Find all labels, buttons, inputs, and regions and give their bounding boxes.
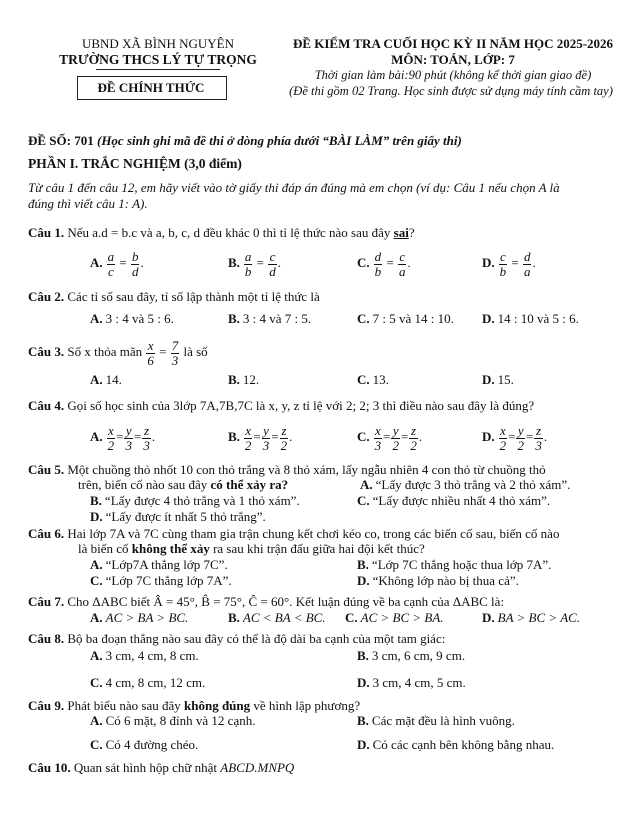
q8-option-d[interactable]: D. 3 cm, 4 cm, 5 cm. — [357, 675, 466, 690]
q1-option-d[interactable]: D. $\frac{c}{b}$ = $\frac{d}{a}$ . — [482, 249, 536, 279]
official-label: ĐỀ CHÍNH THỨC — [97, 80, 205, 95]
q4-option-d[interactable]: D. $\frac{x}{2}$ = $\frac{y}{2}$ = $\frac{z}{3}$ . — [482, 423, 548, 453]
department-name: UBND XÃ BÌNH NGUYÊN — [81, 36, 235, 51]
question-10: Câu 10. Quan sát hình hộp chữ nhật ABCD.MNPQ — [28, 760, 295, 775]
time-allowed: Thời gian làm bài:90 phút (không kể thời gian giao đề) — [314, 68, 592, 82]
q5-option-b[interactable]: B. “Lấy được 4 thỏ trắng và 1 thỏ xám”. — [90, 493, 300, 508]
q3-option-a[interactable]: A. 14. — [90, 372, 122, 387]
q8-option-a[interactable]: A. 3 cm, 4 cm, 8 cm. — [90, 648, 199, 663]
q4-option-a[interactable]: A. $\frac{x}{2}$ = $\frac{y}{3}$ = $\frac{z}{3}$ . — [90, 423, 156, 453]
q5-option-d[interactable]: D. “Lấy được ít nhất 5 thỏ trắng”. — [90, 509, 266, 524]
subject-grade: MÔN: TOÁN, LỚP: 7 — [391, 52, 515, 67]
q6-option-c[interactable]: C. “Lớp 7C thắng lớp 7A”. — [90, 573, 232, 588]
q6-option-d[interactable]: D. “Không lớp nào bị thua cả”. — [357, 573, 519, 588]
q5-option-c[interactable]: C. “Lấy được nhiều nhất 4 thỏ xám”. — [357, 493, 551, 508]
exam-code-line — [28, 133, 462, 149]
q4-option-c[interactable]: C. $\frac{x}{3}$ = $\frac{y}{2}$ = $\frac{z}{2}$ . — [357, 423, 423, 453]
pages-note: (Đề thi gồm 02 Trang. Học sinh được sử dụng máy tính cầm tay) — [289, 84, 613, 98]
q7-option-c[interactable]: C. AC > BC > BA. — [345, 610, 444, 625]
question-3: Câu 3. Số x thỏa mãn $\frac{x}{6}$ = $\frac{7}{3}$ là số — [28, 338, 208, 368]
q7-option-b[interactable]: B. AC < BA < BC. — [228, 610, 326, 625]
question-5: Câu 5. Một chuồng thỏ nhốt 10 con thỏ trắng và 8 thỏ xám, lấy ngẫu nhiên 4 con thỏ từ chuồng thỏ — [28, 462, 546, 477]
q9-option-b[interactable]: B. Các mặt đều là hình vuông. — [357, 713, 515, 728]
part-one-instruction-line2: đúng thì viết câu 1: A). — [28, 196, 148, 211]
q3-option-d[interactable]: D. 15. — [482, 372, 514, 387]
q1-option-a[interactable]: A. $\frac{a}{c}$ = $\frac{b}{d}$ . — [90, 249, 144, 279]
q7-option-d[interactable]: D. BA > BC > AC. — [482, 610, 581, 625]
question-2: Câu 2. Các tỉ số sau đây, tỉ số lập thành một tỉ lệ thức là — [28, 289, 320, 304]
exam-title: ĐỀ KIỂM TRA CUỐI HỌC KỲ II NĂM HỌC 2025-2026 — [292, 36, 614, 51]
q1-option-b[interactable]: B. $\frac{a}{b}$ = $\frac{c}{d}$ . — [228, 249, 282, 279]
question-5-line2: trên, biến cố nào sau đây có thể xảy ra? — [78, 477, 289, 492]
q7-option-a[interactable]: A. AC > BA > BC. — [90, 610, 189, 625]
q6-option-a[interactable]: A. “Lớp7A thắng lớp 7C”. — [90, 557, 228, 572]
exam-code-instruction: (Học sinh ghi mã đề thi ở dòng phía dưới “BÀI LÀM” trên giấy thi) — [96, 133, 462, 148]
question-6: Câu 6. Hai lớp 7A và 7C cùng tham gia trận chung kết chơi kéo co, trong các biến cố sau, biến cố nào — [28, 526, 560, 541]
q2-option-c[interactable]: C. 7 : 5 và 14 : 10. — [357, 311, 454, 326]
q9-option-c[interactable]: C. Có 4 đường chéo. — [90, 737, 199, 752]
part-one-heading: PHẦN I. TRẮC NGHIỆM (3,0 điểm) — [28, 156, 242, 171]
school-underline — [96, 69, 220, 70]
q8-option-b[interactable]: B. 3 cm, 6 cm, 9 cm. — [357, 648, 466, 663]
q9-option-d[interactable]: D. Có các cạnh bên không bằng nhau. — [357, 737, 555, 752]
exam-code: ĐỀ SỐ: 701 — [28, 133, 94, 148]
q3-option-c[interactable]: C. 13. — [357, 372, 389, 387]
q5-option-a[interactable]: A. “Lấy được 3 thỏ trắng và 2 thỏ xám”. — [360, 477, 571, 492]
question-6-line2: là biến cố không thể xảy ra sau khi trận đấu giữa hai đội kết thúc? — [78, 541, 425, 556]
q2-option-d[interactable]: D. 14 : 10 và 5 : 6. — [482, 311, 579, 326]
question-9: Câu 9. Phát biểu nào sau đây không đúng về hình lập phương? — [28, 698, 361, 713]
q4-option-b[interactable]: B. $\frac{x}{2}$ = $\frac{y}{3}$ = $\frac{z}{2}$ . — [228, 423, 293, 453]
question-8: Câu 8. Bộ ba đoạn thẳng nào sau đây có thể là độ dài ba cạnh của một tam giác: — [28, 631, 446, 646]
q2-option-a[interactable]: A. 3 : 4 và 5 : 6. — [90, 311, 174, 326]
question-1: Câu 1. Nếu a.d = b.c và a, b, c, d đều khác 0 thì tỉ lệ thức nào sau đây sai? — [28, 225, 415, 240]
question-4: Câu 4. Gọi số học sinh của 3lớp 7A,7B,7C là x, y, z tỉ lệ với 2; 2; 3 thì điều nào sau đây là đúng? — [28, 398, 535, 413]
q1-option-c[interactable]: C. $\frac{d}{b}$ = $\frac{c}{a}$ . — [357, 249, 411, 279]
q9-option-a[interactable]: A. Có 6 mặt, 8 đỉnh và 12 cạnh. — [90, 713, 256, 728]
q8-option-c[interactable]: C. 4 cm, 8 cm, 12 cm. — [90, 675, 206, 690]
part-one-instruction-line1: Từ câu 1 đến câu 12, em hãy viết vào tờ giấy thi đáp án đúng mà em chọn (ví dụ: Câu 1 nếu chọn A là — [28, 180, 560, 195]
question-7: Câu 7. Cho ΔABC biết Â = 45°, B̂ = 75°, Ĉ = 60°. Kết luận đúng về ba cạnh của ΔABC là: — [28, 594, 505, 609]
school-name: TRƯỜNG THCS LÝ TỰ TRỌNG — [59, 52, 257, 67]
q2-option-b[interactable]: B. 3 : 4 và 7 : 5. — [228, 311, 312, 326]
q6-option-b[interactable]: B. “Lớp 7C thắng hoặc thua lớp 7A”. — [357, 557, 552, 572]
q3-option-b[interactable]: B. 12. — [228, 372, 260, 387]
